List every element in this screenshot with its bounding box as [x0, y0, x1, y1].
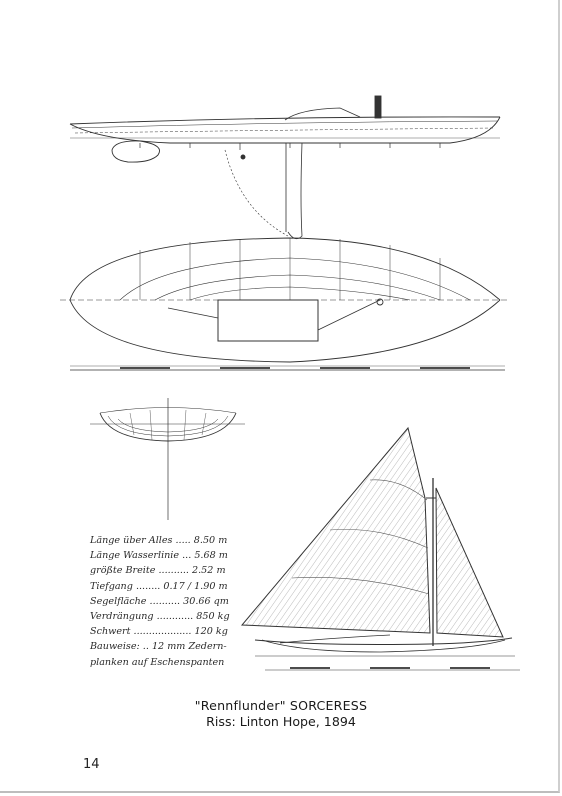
spec-construction	[90, 639, 230, 654]
hull-plan-view	[60, 238, 510, 370]
spec-value: 30.66 qm	[183, 595, 229, 607]
spec-dots: ...................	[130, 626, 195, 638]
spec-dots: ........	[132, 580, 164, 592]
hull-profile-view	[70, 96, 500, 239]
hull-section-view	[90, 398, 245, 520]
drawing-title: "Rennflunder" SORCERESS	[194, 698, 368, 713]
specifications-list	[90, 533, 230, 670]
spec-value: 120 kg	[194, 626, 228, 638]
spec-dots: ............	[153, 611, 197, 623]
spec-label: Verdrängung	[90, 611, 154, 623]
spec-label: Bauweise:	[90, 641, 140, 653]
sail-plan-view	[242, 428, 520, 670]
spec-construction-cont	[90, 655, 230, 670]
spec-value: 5.68 m	[194, 550, 228, 562]
spec-dots: ..	[139, 641, 152, 653]
spec-value: 12 mm Zedern-	[151, 641, 227, 653]
spec-dots: .....	[172, 535, 194, 546]
spec-sail-area	[90, 594, 230, 609]
spec-label: planken auf Eschenspanten	[90, 656, 225, 668]
spec-displacement	[90, 609, 230, 624]
spec-label: größte Breite	[90, 565, 156, 577]
spec-dots: ..........	[146, 595, 184, 607]
drawing-credit: Riss: Linton Hope, 1894	[206, 714, 356, 729]
spec-waterline-length	[90, 548, 230, 563]
spec-value: 8.50 m	[193, 535, 228, 546]
spec-value: 0.17 / 1.90 m	[163, 580, 228, 592]
spec-label: Länge über Alles	[90, 535, 173, 546]
spec-value: 2.52 m	[192, 565, 226, 577]
spec-dots: ...	[179, 550, 195, 562]
spec-max-beam	[90, 563, 230, 578]
spec-label: Länge Wasserlinie	[90, 550, 180, 562]
spec-label: Schwert	[90, 626, 131, 638]
spec-centreboard	[90, 624, 230, 639]
page-number: 14	[83, 757, 100, 772]
spec-draft	[90, 579, 230, 594]
spec-dots: ..........	[155, 565, 193, 577]
spec-value: 850 kg	[196, 611, 230, 623]
spec-length-overall	[90, 533, 230, 548]
spec-label: Tiefgang	[90, 580, 133, 592]
spec-label: Segelfläche	[90, 595, 147, 607]
